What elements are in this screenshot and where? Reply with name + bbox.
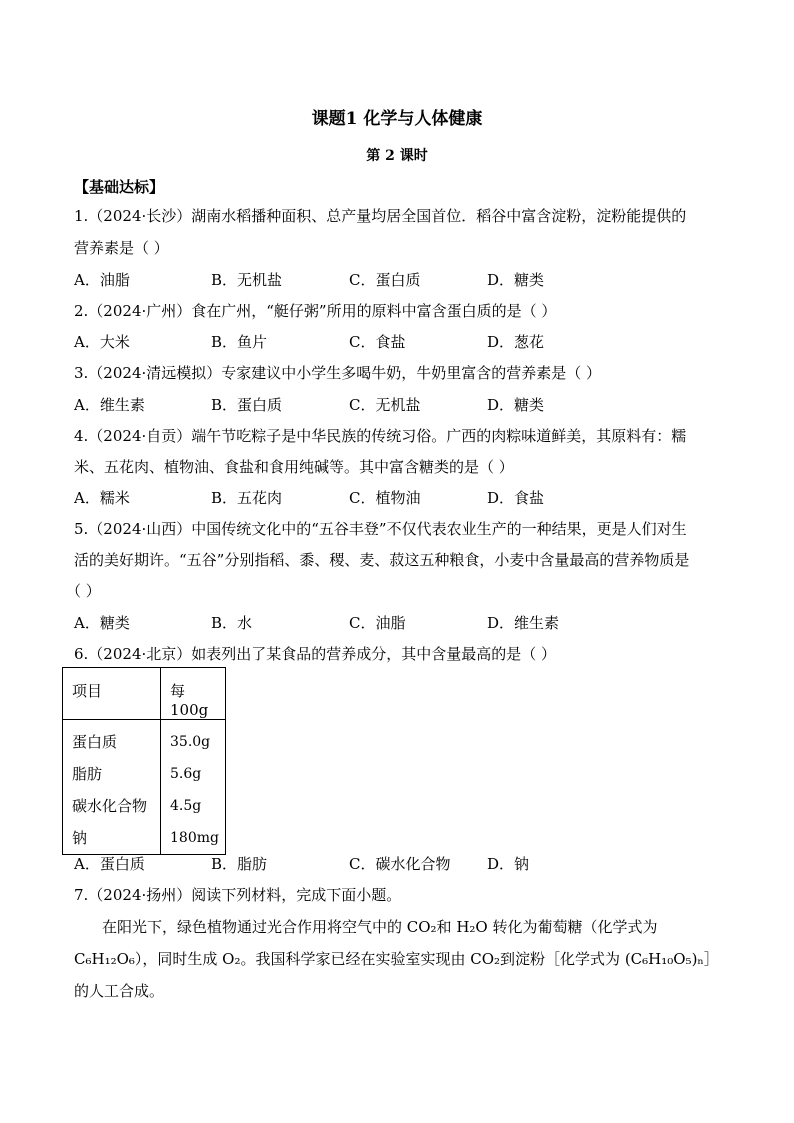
table-header-row (63, 668, 226, 720)
q7-material-line3: 的人工合成。 (74, 982, 165, 1000)
q6-option-b: B．脂肪 (211, 855, 268, 873)
q5-stem-line1: 5.（2024·山西）中国传统文化中的“五谷丰登”不仅代表农业生产的一种结果，更是人们对生 (74, 520, 687, 538)
page-subtitle: 第 2 课时 (366, 148, 428, 164)
q5-option-b: B．水 (211, 614, 253, 632)
q4-option-c: C．植物油 (349, 489, 421, 507)
q1-stem-line2: 营养素是（ ） (74, 239, 169, 257)
q2-option-b: B．鱼片 (211, 333, 268, 351)
table-cell-item: 碳水化合物 (72, 797, 148, 815)
table-cell-item: 蛋白质 (72, 733, 118, 751)
q3-option-b: B．蛋白质 (211, 396, 283, 414)
q4-option-b: B．五花肉 (211, 489, 283, 507)
q1-option-a: A．油脂 (74, 271, 130, 289)
q7-material-line2: C₆H₁₂O₆），同时生成 O₂。我国科学家已经在实验室实现由 CO₂到淀粉［化学式为 (C₆H₁₀O₅)ₙ］ (74, 950, 719, 968)
q5-stem-line2: 活的美好期许。“五谷”分别指稻、黍、稷、麦、菽这五种粮食，小麦中含量最高的营养物质是 (74, 551, 690, 569)
nutrition-table (62, 667, 226, 855)
page-title: 课题1 化学与人体健康 (311, 109, 483, 129)
q3-option-a: A．维生素 (74, 396, 145, 414)
table-cell-value: 4.5g (170, 798, 202, 814)
table-cell-item: 脂肪 (72, 765, 103, 783)
q1-option-d: D．糖类 (487, 271, 545, 289)
q5-option-a: A．糖类 (74, 614, 130, 632)
q2-stem: 2.（2024·广州）食在广州，“艇仔粥”所用的原料中富含蛋白质的是（ ） (74, 302, 557, 320)
q5-option-c: C．油脂 (349, 614, 406, 632)
q7-stem: 7.（2024·扬州）阅读下列材料，完成下面小题。 (74, 886, 402, 904)
q2-option-d: D．葱花 (487, 333, 545, 351)
table-cell-value: 180mg (170, 830, 219, 846)
q7-material-line1: 在阳光下，绿色植物通过光合作用将空气中的 CO₂和 H₂O 转化为葡萄糖（化学式为 (102, 918, 658, 936)
q3-option-d: D．糖类 (487, 396, 545, 414)
section-heading: 【基础达标】 (74, 178, 165, 196)
q3-option-c: C．无机盐 (349, 396, 421, 414)
q6-option-c: C．碳水化合物 (349, 855, 451, 873)
q6-option-a: A．蛋白质 (74, 855, 145, 873)
q2-option-a: A．大米 (74, 333, 130, 351)
q6-option-d: D．钠 (487, 855, 530, 873)
q2-option-c: C．食盐 (349, 333, 406, 351)
q1-option-b: B．无机盐 (211, 271, 283, 289)
q4-option-d: D．食盐 (487, 489, 545, 507)
q3-stem: 3.（2024·清远模拟）专家建议中小学生多喝牛奶，牛奶里富含的营养素是（ ） (74, 364, 602, 382)
table-header-item: 项目 (72, 682, 103, 700)
table-cell-item: 钠 (72, 829, 88, 847)
q5-option-d: D．维生素 (487, 614, 560, 632)
q4-option-a: A．糯米 (74, 489, 130, 507)
q4-stem-line2: 米、五花肉、植物油、食盐和食用纯碱等。其中富含糖类的是（ ） (74, 458, 514, 476)
table-cell-value: 35.0g (170, 734, 211, 750)
q1-option-c: C．蛋白质 (349, 271, 421, 289)
table-body-row (63, 720, 226, 855)
q6-stem: 6.（2024·北京）如表列出了某食品的营养成分，其中含量最高的是（ ） (74, 645, 557, 663)
q1-stem-line1: 1.（2024·长沙）湖南水稻播种面积、总产量均居全国首位．稻谷中富含淀粉，淀粉能提供的 (74, 207, 687, 225)
table-cell-value: 5.6g (170, 766, 202, 782)
q4-stem-line1: 4.（2024·自贡）端午节吃粽子是中华民族的传统习俗。广西的肉粽味道鲜美，其原料有：糯 (74, 427, 687, 445)
table-header-amount: 每 100g (170, 682, 209, 719)
q5-stem-line3: （ ） (66, 582, 101, 600)
